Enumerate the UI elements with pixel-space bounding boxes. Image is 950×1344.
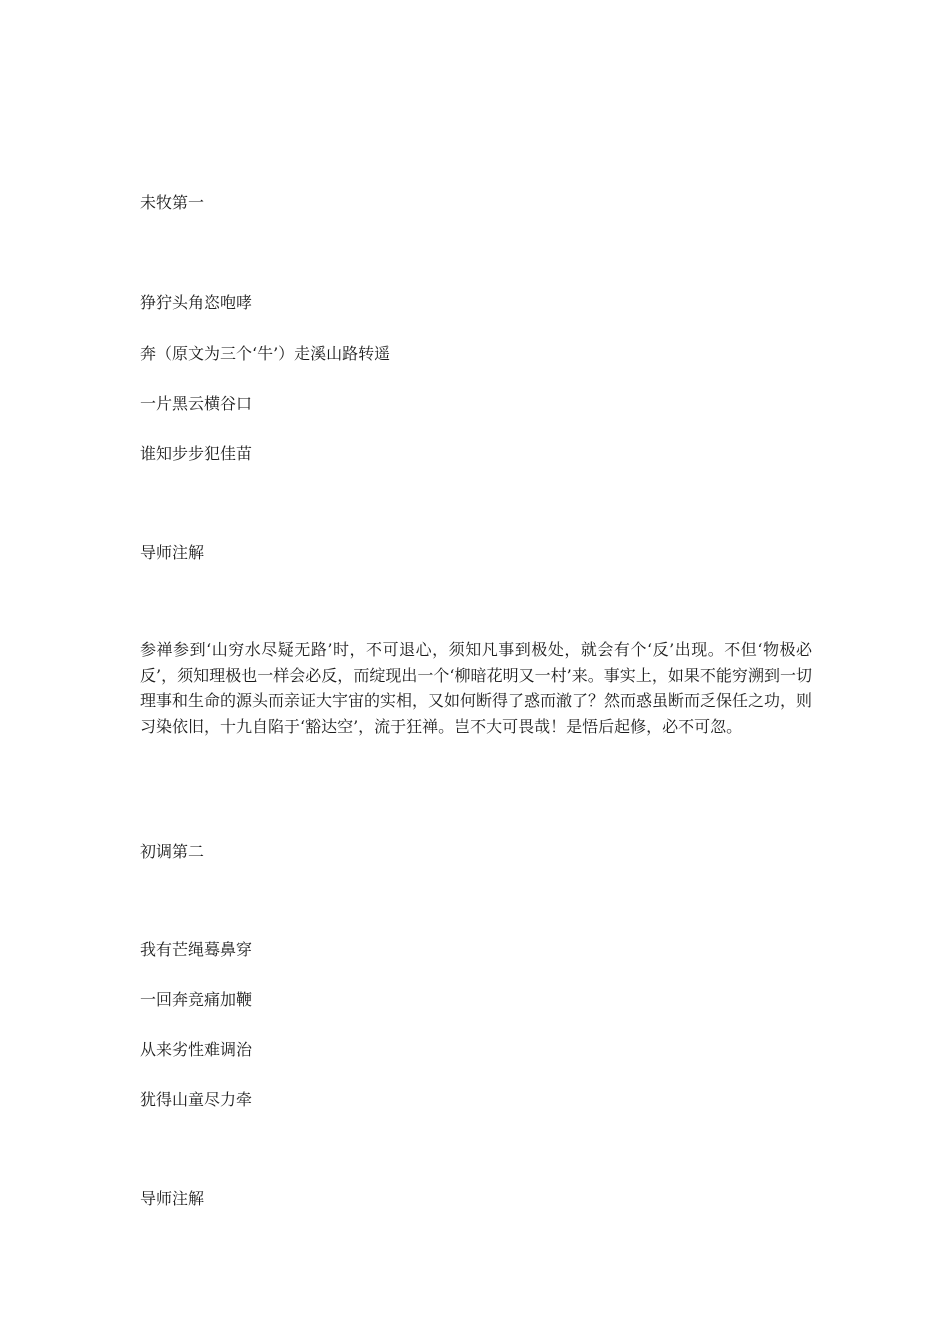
verse-line: 狰狞头角恣咆哮	[140, 293, 253, 312]
verse-line: 一回奔竞痛加鞭	[140, 990, 253, 1009]
section-title: 初调第二	[140, 842, 205, 861]
commentary-heading: 导师注解	[140, 543, 205, 562]
verse-line: 我有芒绳蓦鼻穿	[140, 940, 253, 959]
verse-line: 谁知步步犯佳苗	[140, 444, 253, 463]
verse-line: 犹得山童尽力牵	[140, 1090, 253, 1109]
commentary-heading: 导师注解	[140, 1189, 205, 1208]
commentary-paragraph: 参禅参到‘山穷水尽疑无路’时，不可退心，须知凡事到极处，就会有个‘反’出现。不但‘物极必反’，须知理极也一样会必反，而绽现出一个‘柳暗花明又一村’来。事实上，如果不能穷溯到一切理事和生命的源头而亲证大宇宙的实相，又如何断得了惑而澈了？然而惑虽断而乏保任之功，则习染依旧，十九自陷于‘豁达空’，流于狂禅。岂不大可畏哉！是悟后起修，必不可忽。	[140, 640, 813, 736]
verse-line: 奔（原文为三个‘牛’）走溪山路转遥	[140, 344, 391, 363]
section-title: 未牧第一	[140, 193, 205, 212]
verse-line: 一片黑云横谷口	[140, 394, 253, 413]
verse-line: 从来劣性难调治	[140, 1040, 253, 1059]
